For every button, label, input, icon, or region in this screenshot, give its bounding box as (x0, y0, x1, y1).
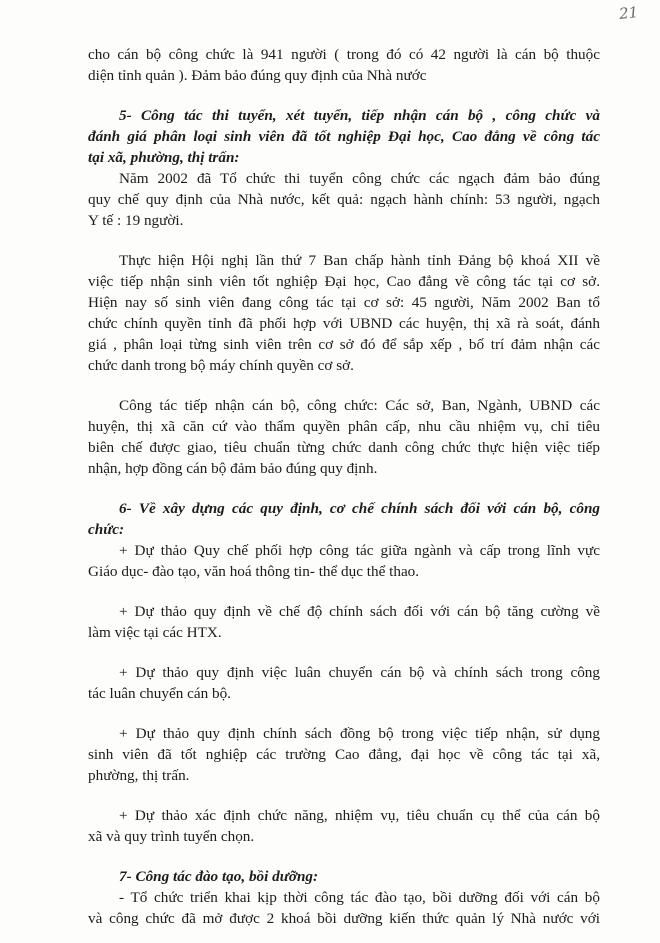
text-line: Thực hiện Hội nghị lần thứ 7 Ban chấp hành tỉnh Đảng bộ khoá XII về (119, 252, 600, 269)
text-line: cho cán bộ công chức là 941 người ( trong đó có 42 người là cán bộ thuộc (88, 46, 600, 63)
text-line: chức chính quyền tỉnh đã phối hợp với UBND các huyện, thị xã rà soát, đánh (88, 315, 600, 332)
text-line: + Dự thảo quy định việc luân chuyển cán bộ và chính sách trong công (119, 664, 600, 681)
paragraph-gap (88, 643, 600, 662)
paragraph-gap (88, 376, 600, 395)
text-line: + Dự thảo Quy chế phối hợp công tác giữa ngành và cấp trong lĩnh vực (119, 542, 600, 559)
document-body (88, 44, 600, 929)
page-number: 21 (618, 3, 639, 23)
paragraph-gap (88, 86, 600, 105)
text-line: Năm 2002 đã Tổ chức thi tuyển công chức các ngạch đảm bảo đúng (119, 170, 600, 187)
text-line: nhận, hợp đồng cán bộ đảm bảo đúng quy định. (88, 460, 378, 477)
paragraph-gap (88, 704, 600, 723)
paragraph-gap (88, 479, 600, 498)
text-line: việc tiếp nhận sinh viên tốt nghiệp Đại học, Cao đẳng về công tác tại cơ sở. (88, 273, 600, 290)
section-heading-line: đánh giá phân loại sinh viên đã tốt nghiệp Đại học, Cao đẳng về công tác (88, 128, 600, 145)
paragraph-gap (88, 847, 600, 866)
paragraph-gap (88, 786, 600, 805)
section-heading-line: chức: (88, 521, 125, 538)
text-line: diện tỉnh quản ). Đảm bảo đúng quy định của Nhà nước (88, 67, 427, 84)
text-line: và công chức đã mở được 2 khoá bồi dưỡng kiến thức quản lý Nhà nước với (88, 910, 600, 927)
text-line: xã và quy trình tuyển chọn. (88, 828, 255, 845)
section-heading-line: tại xã, phường, thị trấn: (88, 149, 240, 166)
text-line: Công tác tiếp nhận cán bộ, công chức: Các sở, Ban, Ngành, UBND các (119, 397, 600, 414)
text-line: Hiện nay số sinh viên đang công tác tại cơ sở: 45 người, Năm 2002 Ban tổ (88, 294, 600, 311)
text-line: sinh viên đã tốt nghiệp các trường Cao đẳng, đại học về công tác tại xã, (88, 746, 600, 763)
paragraph-gap (88, 231, 600, 250)
text-line: chức danh trong bộ máy chính quyền cơ sở. (88, 357, 354, 374)
text-line: + Dự thảo quy định về chế độ chính sách đối với cán bộ tăng cường về (119, 603, 600, 620)
text-line: + Dự thảo quy định chính sách đồng bộ trong việc tiếp nhận, sử dụng (119, 725, 600, 742)
text-line: - Tổ chức triển khai kịp thời công tác đào tạo, bồi dưỡng đối với cán bộ (119, 889, 600, 906)
paragraph-gap (88, 582, 600, 601)
text-line: + Dự thảo xác định chức năng, nhiệm vụ, tiêu chuẩn cụ thể của cán bộ (119, 807, 600, 824)
text-line: Giáo dục- đào tạo, văn hoá thông tin- thể dục thể thao. (88, 563, 420, 580)
text-line: phường, thị trấn. (88, 767, 190, 784)
text-line: giá , phân loại từng sinh viên trên cơ sở đó để sắp xếp , bố trí đảm nhận các (88, 336, 600, 353)
text-line: quy chế quy định của Nhà nước, kết quả: ngạch hành chính: 53 người, ngạch (88, 191, 600, 208)
text-line: làm việc tại các HTX. (88, 624, 222, 641)
text-line: tác luân chuyển cán bộ. (88, 685, 231, 702)
section-heading-line: 6- Về xây dựng các quy định, cơ chế chính sách đối với cán bộ, công (119, 500, 600, 517)
section-heading-line: 7- Công tác đào tạo, bồi dưỡng: (119, 868, 319, 885)
text-line: biên chế được giao, tiêu chuẩn từng chức danh công chức thực hiện việc tiếp (88, 439, 600, 456)
text-line: huyện, thị xã căn cứ vào thẩm quyền phân cấp, nhu cầu nhiệm vụ, chỉ tiêu (88, 418, 600, 435)
section-heading-line: 5- Công tác thi tuyển, xét tuyển, tiếp nhận cán bộ , công chức và (119, 107, 600, 124)
text-line: Y tế : 19 người. (88, 212, 184, 229)
